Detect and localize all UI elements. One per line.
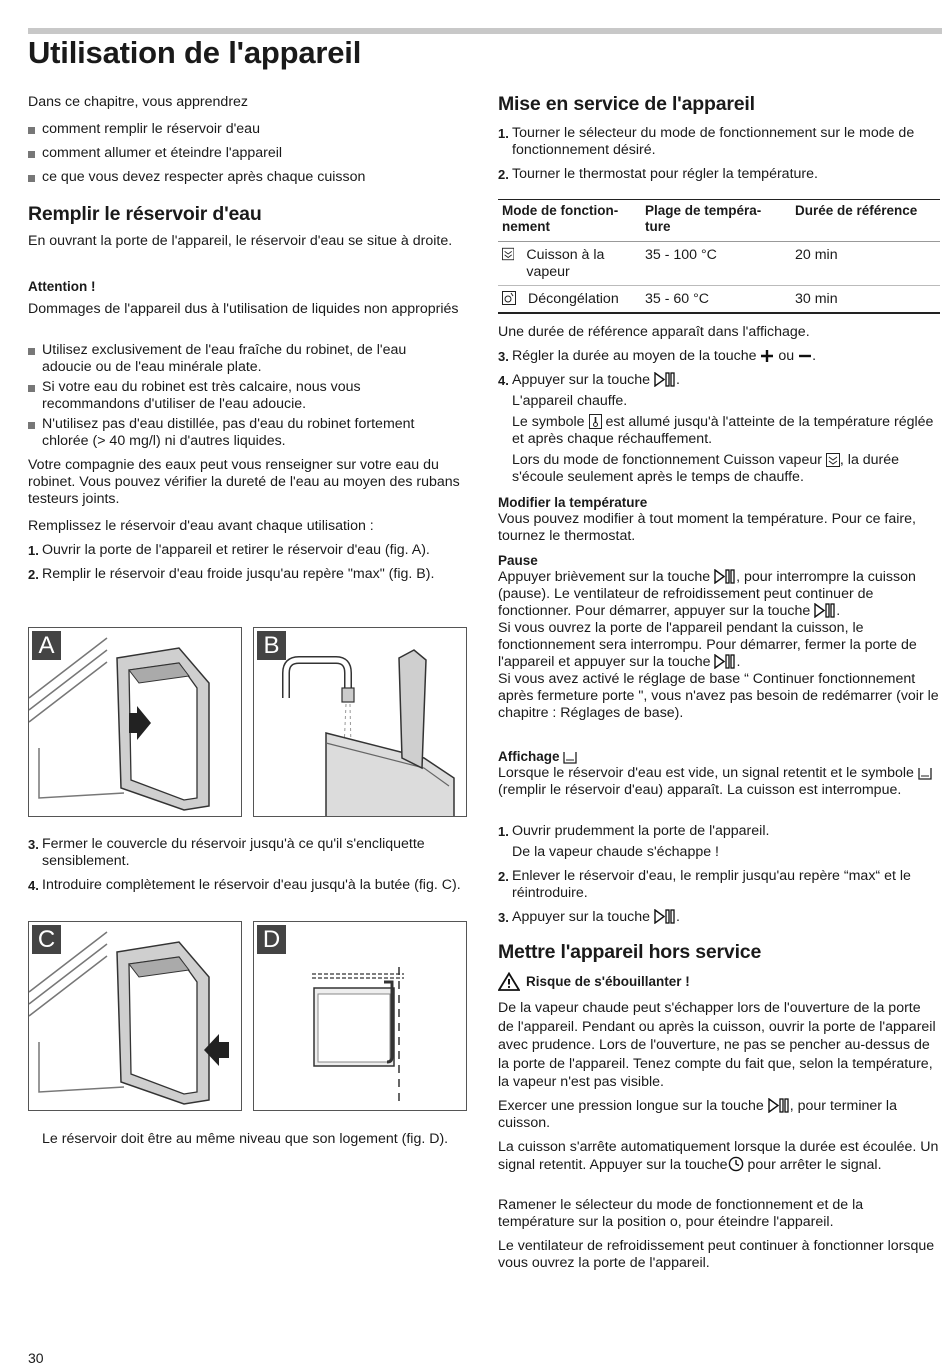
figure-a <box>28 627 242 817</box>
reset-text: Ramener le sélecteur du mode de fonctionnement et de la température sur la position o, pour éteindre l'appareil. <box>498 1197 864 1230</box>
modify-title: Modifier la température <box>498 495 648 510</box>
intro-list <box>28 121 468 193</box>
defrost-icon <box>502 291 516 305</box>
fan-text: Le ventilateur de refroidissement peut continuer à fonctionner lorsque vous ouvrez la porte de l'appareil. <box>498 1238 935 1271</box>
list-item: 4. Introduire complètement le réservoir d'eau jusqu'à la butée (fig. C). <box>28 877 461 893</box>
thermometer-icon <box>589 414 602 429</box>
long-press-text: Exercer une pression longue sur la touche , pour terminer la cuisson. <box>498 1098 897 1131</box>
start-pause-icon <box>714 654 736 669</box>
list-item: comment remplir le réservoir d'eau <box>28 121 468 138</box>
start-pause-icon <box>654 372 676 387</box>
display-title: Affichage <box>498 748 940 765</box>
figure-b <box>253 627 467 817</box>
pause-section <box>498 552 940 722</box>
figure-label: A <box>32 631 61 660</box>
list-item: 2. Enlever le réservoir d'eau, le remplir jusqu'au repère “max“ et le réintroduire. <box>498 868 911 901</box>
warning-icon <box>498 972 520 991</box>
list-item: 1. Tourner le sélecteur du mode de fonctionnement sur le mode de fonctionnement désiré. <box>498 125 915 158</box>
figure-d <box>253 921 467 1111</box>
intro-text: Dans ce chapitre, vous apprendrez <box>28 94 249 110</box>
list-item: 2. Remplir le réservoir d'eau froide jusqu'au repère "max" (fig. B). <box>28 566 435 582</box>
list-item: N'utilisez pas d'eau distillée, pas d'eau du robinet fortement chlorée (> 40 mg/l) ni d'autres liquides. <box>28 416 458 450</box>
figure-row-2 <box>28 921 467 1111</box>
list-item: ce que vous devez respecter après chaque cuisson <box>28 169 468 186</box>
list-item: comment allumer et éteindre l'appareil <box>28 145 468 162</box>
pause-text: Appuyer brièvement sur la touche , pour interrompre la cuisson (pause). Le ventilateur de refroidissement peut continuer de fonctionner. Pour démarrer, appuyer sur la touche . <box>498 569 916 619</box>
table-row <box>498 242 940 286</box>
column-header: Durée de référence <box>791 200 940 242</box>
ref-note: Une durée de référence apparaît dans l'affichage. <box>498 324 810 340</box>
water-tank-icon <box>918 767 932 780</box>
list-item: 1. Ouvrir la porte de l'appareil et retirer le réservoir d'eau (fig. A). <box>28 542 430 558</box>
heating-text: L'appareil chauffe. <box>512 393 628 409</box>
level-note: Le réservoir doit être au même niveau que son logement (fig. D). <box>42 1131 449 1147</box>
start-pause-icon <box>654 909 676 924</box>
figure-label: B <box>257 631 286 660</box>
list-item: 1. Ouvrir prudemment la porte de l'appareil. De la vapeur chaude s'échappe ! <box>498 823 940 861</box>
modify-section <box>498 494 940 552</box>
minus-icon <box>798 349 812 363</box>
heating-info <box>498 393 940 490</box>
warning-header <box>498 972 690 991</box>
pause-base-text: Si vous avez activé le réglage de base “ Continuer fonctionnement après fermeture porte ", vous n'avez pas besoin de redémarrer (voir le chapitre : Réglages de base). <box>498 671 939 721</box>
table-cell: 35 - 60 °C <box>641 286 791 314</box>
list-item: 4. Appuyer sur la touche . <box>498 372 680 388</box>
list-item: 3. Régler la durée au moyen de la touche ou . <box>498 348 817 364</box>
display-text: Lorsque le réservoir d'eau est vide, un signal retentit et le symbole (remplir le réservoir d'eau) apparaît. La cuisson est interrompue. <box>498 765 940 799</box>
fill-before-text: Remplissez le réservoir d'eau avant chaque utilisation : <box>28 518 374 534</box>
modes-table <box>498 199 940 314</box>
symbol-text: Le symbole est allumé jusqu'à l'atteinte de la température réglée et après chaque réchauffement. <box>512 414 934 447</box>
figure-row-1 <box>28 627 467 817</box>
display-steps <box>498 823 940 933</box>
warning-title: Risque de s'ébouillanter ! <box>526 974 690 989</box>
list-item: 3. Appuyer sur la touche . <box>498 909 680 925</box>
page-number: 30 <box>28 1350 44 1366</box>
table-cell: 30 min <box>791 286 940 314</box>
steam-time-text: Lors du mode de fonctionnement Cuisson vapeur , la durée s'écoule seulement après le temps de chauffe. <box>512 452 900 485</box>
plus-icon <box>760 349 774 363</box>
attention-list <box>28 342 458 453</box>
fill-steps-2 <box>28 836 466 901</box>
attention-title: Attention ! <box>28 279 96 294</box>
company-text: Votre compagnie des eaux peut vous renseigner sur votre eau du robinet. Vous pouvez vérifier la dureté de l'eau au moyen des rubans testeurs joints. <box>28 457 460 507</box>
start-pause-icon <box>814 603 836 618</box>
modify-text: Vous pouvez modifier à tout moment la température. Pour ce faire, tournez le thermostat. <box>498 511 916 544</box>
list-item: 3. Fermer le couvercle du réservoir jusqu'à ce qu'il s'encliquette sensiblement. <box>28 836 425 869</box>
table-row <box>498 286 940 314</box>
list-item: 2. Tourner le thermostat pour régler la température. <box>498 166 818 182</box>
start-steps <box>498 125 940 190</box>
figure-label: C <box>32 925 61 954</box>
display-step-sub: De la vapeur chaude s'échappe ! <box>512 844 719 860</box>
column-header: Mode de fonction- nement <box>498 200 641 242</box>
table-cell: Décongélation <box>498 286 641 314</box>
section-title-fill: Remplir le réservoir d'eau <box>28 203 262 225</box>
table-header-row <box>498 200 940 242</box>
steam-icon <box>502 247 514 261</box>
warning-text: De la vapeur chaude peut s'échapper lors de l'ouverture de la porte de l'appareil. Pendant ou après la cuisson, ouvrir la porte de l'appareil avec prudence. Lors de l'ouverture, ne pas se pencher au-dessus de la porte de l'appareil. Tenez compte du fait que, selon la température, la vapeur n'est pas visible. <box>498 1000 936 1090</box>
start-steps-2 <box>498 348 940 396</box>
fill-steps-1 <box>28 542 458 590</box>
list-item: Utilisez exclusivement de l'eau fraîche du robinet, de l'eau adoucie ou de l'eau minérale plate. <box>28 342 458 376</box>
table-cell: 35 - 100 °C <box>641 242 791 286</box>
pause-open-text: Si vous ouvrez la porte de l'appareil pendant la cuisson, le fonctionnement sera interrompu. Pour démarrer, fermer la porte de l'appareil et appuyer sur la touche . <box>498 620 917 670</box>
start-pause-icon <box>768 1098 790 1113</box>
auto-stop-text: La cuisson s'arrête automatiquement lorsque la durée est écoulée. Un signal retentit. Appuyer sur la touche pour arrêter le signal. <box>498 1139 939 1173</box>
section-title-start: Mise en service de l'appareil <box>498 93 755 115</box>
clock-icon <box>728 1156 744 1172</box>
list-item: Si votre eau du robinet est très calcaire, nous vous recommandons d'utiliser de l'eau adoucie. <box>28 379 458 413</box>
section-title-off: Mettre l'appareil hors service <box>498 941 762 963</box>
attention-text: Dommages de l'appareil dus à l'utilisation de liquides non appropriés <box>28 301 459 317</box>
fill-text: En ouvrant la porte de l'appareil, le réservoir d'eau se situe à droite. <box>28 233 453 249</box>
figure-c <box>28 921 242 1111</box>
start-pause-icon <box>714 569 736 584</box>
water-tank-icon <box>563 751 577 764</box>
pause-title: Pause <box>498 553 538 568</box>
figure-label: D <box>257 925 286 954</box>
page-title: Utilisation de l'appareil <box>28 35 362 70</box>
table-cell: 20 min <box>791 242 940 286</box>
column-header: Plage de tempéra- ture <box>641 200 791 242</box>
table-cell: Cuisson à la vapeur <box>498 242 641 286</box>
display-section <box>498 748 940 799</box>
steam-icon <box>826 453 840 467</box>
